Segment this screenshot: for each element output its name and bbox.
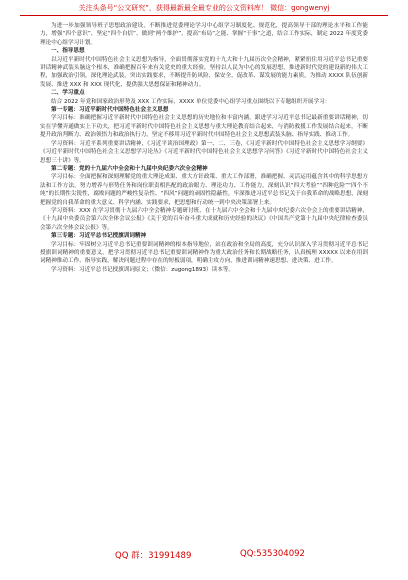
section-heading: 第三专题：习近平总书记授旗训词精神 [51, 233, 147, 240]
paragraph: 学习资料：习近平总书记授旗训词原文；（微信：zugong1893）读本等。 [51, 266, 235, 273]
paragraph: 学习资料：习近平系列重要讲话精神，《习近平谈治国理政》第一、二、三卷，《习近平新时代中国特色社会主义思想学习纲要》《习近平新时代中国特色社会主义思想学习论丛》《习近平新时代中国特色社会主义思想学习问答》《习近平新时代中国特色社会主义思想三十讲》等。 [40, 140, 368, 164]
footer-qq-number: QQ:535304092 [240, 549, 305, 559]
document-body [40, 22, 368, 536]
section-heading: 一、指导思想 [51, 48, 85, 55]
paragraph: 学习目标：准确把握习近平新时代中国特色社会主义思想的历史地位和丰富内涵，跟进学习习近平总书记最新重要讲话精神，切实在学懂弄通做实上下功夫，把习近平新时代中国特色社会主义思想与重大理论教育结合起来，与消防救援工作发展结合起来，不断提升政治判断力、政治领悟力和政治执行力，坚定不移用习近平新时代中国特色社会主义思想武装头脑、指导实践、推动工作。 [40, 115, 368, 139]
paragraph: 结合 2022 年党和国家政治形势及 XXX 工作实际，XXXX 单位党委中心组学习重点围绕以下专题组织开展学习： [51, 98, 331, 105]
footer [0, 549, 408, 563]
section-heading: 二、学习重点 [51, 90, 85, 97]
paragraph: 学习目标：牢固树立习近平总书记重要训词精神的根本指导地位，站在政治和全局的高度，充分认识深入学习贯彻习近平总书记授旗训词精神的重要意义，把学习贯彻习近平总书记重要训词精神作为重大政治任务和长期战略任务，认真梳理 XXXXX 以来在用训词精神推动工作、指导实践，解决问题过程中存在的短板弱项，明确主攻方向，推进训词精神速思想、进决策、进工作。 [40, 241, 368, 265]
section-heading: 第二专题：党的十九届六中全会和十九届中央纪委六次全会精神 [51, 165, 208, 172]
section-heading: 第一专题：习近平新时代中国特色社会主义思想 [51, 107, 169, 114]
paragraph: 学习资料：XXX 在学习贯彻十九届六中全会精神专题研讨班、在十九届六中全会和十九届中央纪委六次全会上的重要讲话精神，《十九届中央委员会第六次全体会议公报》《关于党的百年奋斗重大成就和历史经验的决议》《中国共产党第十九届中央纪律检查委员会第六次全体会议公报》等。 [40, 207, 368, 231]
paragraph: 学习目标：全面把握和深刻理解党的重大理论成果、重大方针政策、重大工作部署，准确把握、灵活运用蕴含其中的科学思想方法和工作方法，努力增养与形势任务和岗位职责相匹配的政治眼力、理论功力、工作能力，深刻认识“四大考验”“四种危险”“四个不纯”的长期性尖锐性，腐败问题的严峻性复杂性、“四风”问题的顽固性隐蔽性，牢深推进习近平总书记关于自我革命的战略思想，深刻把握党的自我革命的重大意义、科学内涵、实践要求，把思想和行动统一到中央决策部署上来。 [40, 174, 368, 206]
header-banner: 关注头条号“公文研究”，获得最新最全最专业的公文资料库！ 微信：gongwenyj [78, 4, 330, 12]
footer-qq-group: QQ 群：31991489 [115, 551, 192, 561]
header-divider [20, 15, 388, 16]
paragraph: 以习近平新时代中国特色社会主义思想为指导，全面贯彻落实党的十九大和十九届历次全会精神，紧紧扭住用习近平总书记重要讲话精神武装头脑这个根本，准确把握百年来有关党史的重大经验，坚持以人民为中心的发展思想，推进新时代党的建设新的伟大工程，加强政治引领，深化理论武装，突出实践要求，不断提升防风险、保安全、促改革、谋发展的能力素质，为推动 XXXX 队伍创新发展、推进 XXX 和 XXX 现代化，提供强大思想保证和精神动力。 [40, 56, 368, 88]
paragraph: 为进一步加强领导班子思想政治建设，不断推进党委理论学习中心组学习制度化、规范化，提高领导干部的理论水平和工作能力，增强“四个意识”、坚定“四个自信”、做到“两个维护”，提高“布局”之能、掌握“干事”之道，结合工作实际，制定 2022 年度党委理论中心组学习计划。 [40, 23, 368, 46]
